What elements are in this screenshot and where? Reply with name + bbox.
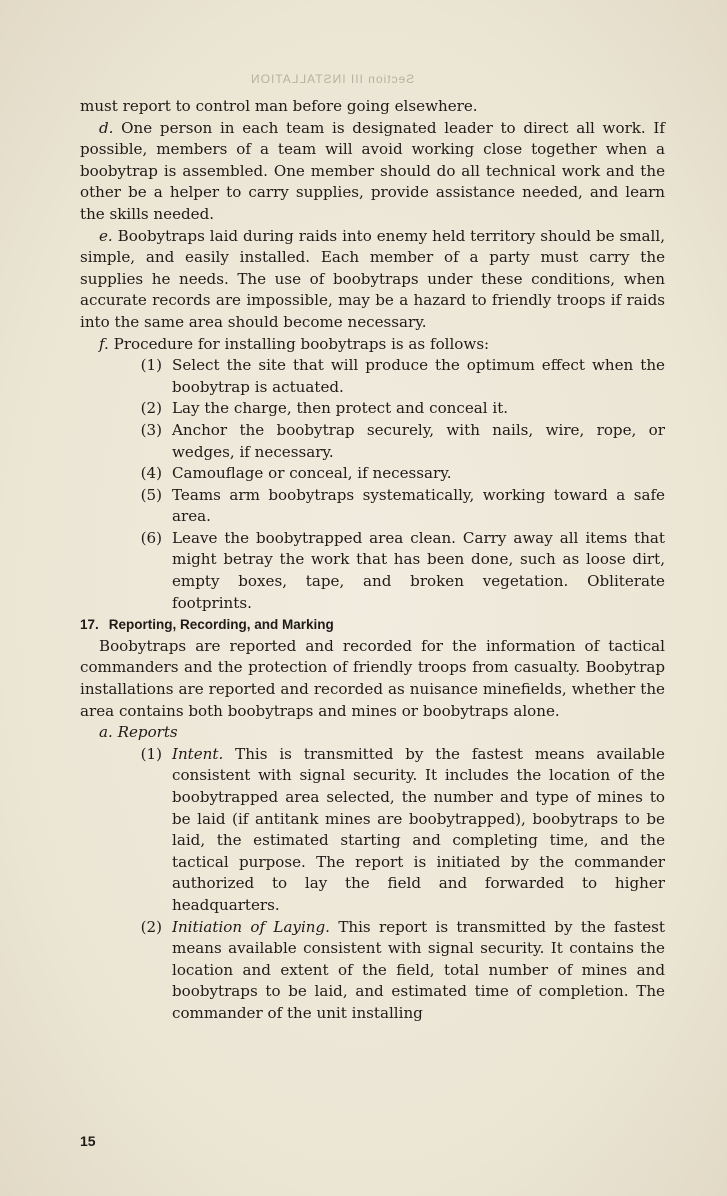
label-f: f. [99, 334, 109, 353]
text-f: Procedure for installing boobytraps is as follows: [113, 334, 490, 353]
report-title: Intent. [172, 744, 224, 763]
step-number: (2) [140, 399, 162, 418]
report-number: (1) [140, 744, 162, 763]
step-text: Lay the charge, then protect and conceal it. [172, 399, 509, 418]
report-text: This report is transmitted by the fastest means available consistent with signal security. It contains the location and extent of the field, total number of mines and boobytraps to be laid, and estimated time of completion. The commander of the unit installing [172, 917, 665, 1022]
step-item [80, 485, 665, 528]
step-item [80, 463, 665, 485]
step-number: (3) [140, 420, 162, 439]
report-number: (2) [140, 917, 162, 936]
step-text: Leave the boobytrapped area clean. Carry away all items that might betray the work that has been done, such as loose dirt, empty boxes, tape, and broken vegetation. Obliterate footprints. [172, 528, 665, 612]
text-d: One person in each team is designated leader to direct all work. If possible, members of a team will avoid working close together when a boobytrap is assembled. One member should do all technical work and the other be a helper to carry supplies, provide assistance needed, and learn the skills needed. [80, 118, 665, 223]
step-item [80, 355, 665, 398]
section-title: Reporting, Recording, and Marking [108, 617, 334, 633]
report-title: Initiation of Laying. [172, 917, 330, 936]
section-intro: Boobytraps are reported and recorded for the information of tactical commanders and the protection of friendly troops from casualty. Boobytrap installations are reported and recorded as nuisance minefields, whether the area contains both boobytraps and mines or boobytraps alone. [80, 636, 665, 720]
step-item [80, 398, 665, 420]
section-number: 17. [80, 617, 99, 633]
step-text: Select the site that will produce the optimum effect when the boobytrap is actuated. [172, 356, 665, 396]
step-text: Camouflage or conceal, if necessary. [172, 464, 452, 483]
step-number: (6) [140, 528, 162, 547]
paragraph-continuation: must report to control man before going elsewhere. [80, 97, 478, 115]
step-item [80, 420, 665, 463]
step-item [80, 528, 665, 614]
report-text: This is transmitted by the fastest means available consistent with signal security. It includes the location of the boobytrapped area selected, the number and type of mines to be laid (if antitank mines are boobytrapped), boobytraps to be laid, the estimated starting and completing time, and the tactical purpose. The report is initiated by the commander authorized to lay the field and forwarded to higher headquarters. [172, 744, 665, 914]
step-text: Anchor the boobytrap securely, with nails, wire, rope, or wedges, if necessary. [172, 420, 665, 461]
label-a: a. [99, 723, 113, 742]
step-number: (1) [140, 356, 162, 375]
step-text: Teams arm boobytraps systematically, working toward a safe area. [172, 485, 665, 526]
text-e: Boobytraps laid during raids into enemy held territory should be small, simple, and easily installed. Each member of a party must carry the supplies he needs. The use of boobytraps under these conditions, when accurate records are impossible, may be a hazard to friendly troops if raids into the same area should become necessary. [80, 226, 665, 331]
paragraph-e [80, 226, 665, 334]
label-e: e. [99, 226, 113, 245]
body-text [80, 96, 665, 1025]
paragraph-f [80, 334, 665, 356]
paragraph-d [80, 118, 665, 226]
subsection-a [80, 722, 665, 744]
section-heading [80, 614, 665, 636]
subsection-title: Reports [117, 723, 178, 742]
report-item [80, 917, 665, 1025]
step-number: (5) [140, 485, 162, 504]
report-item [80, 744, 665, 917]
step-number: (4) [140, 464, 162, 483]
bleed-through-header: Section III INSTALLATION [250, 72, 415, 86]
label-d: d. [99, 118, 114, 137]
page-number: 15 [80, 1133, 96, 1149]
